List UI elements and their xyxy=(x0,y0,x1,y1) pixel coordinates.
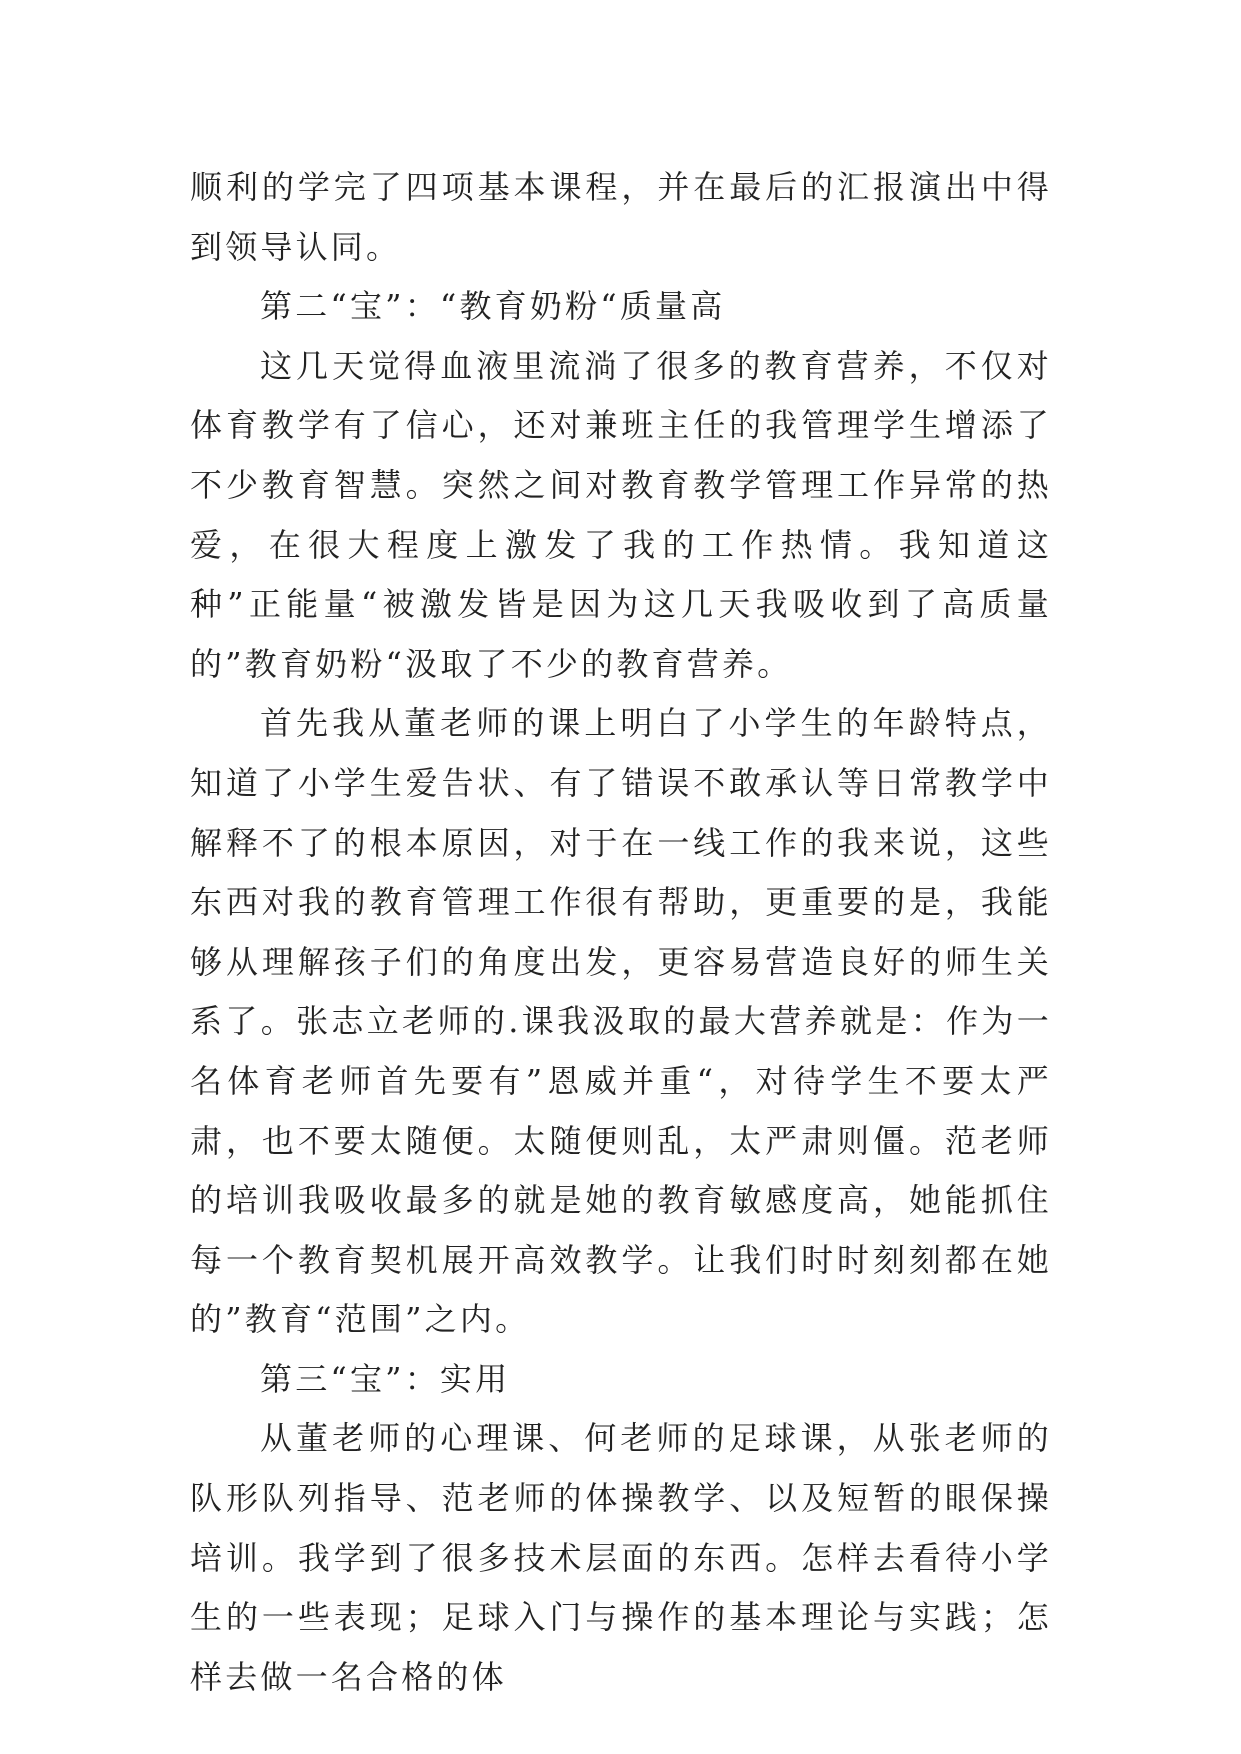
section-heading-third-treasure: 第三“宝”：实用 xyxy=(260,1359,511,1398)
paragraph-teachers-lessons: 首先我从董老师的课上明白了小学生的年龄特点，知道了小学生爱告状、有了错误不敢承认等日常教学中解释不了的根本原因，对于在一线工作的我来说，这些东西对我的教育管理工作很有帮助，更重要的是，我能够从理解孩子们的角度出发，更容易营造良好的师生关系了。张志立老师的.课我汲取的最大营养就是：作为一名体育老师首先要有”恩威并重“，对待学生不要太严肃，也不要太随便。太随便则乱，太严肃则僵。范老师的培训我吸收最多的就是她的教育敏感度高，她能抓住每一个教育契机展开高效教学。让我们时时刻刻都在她的”教育“范围”之内。 xyxy=(190,704,1052,1339)
section-heading-second-treasure: 第二“宝”：“教育奶粉“质量高 xyxy=(260,287,726,326)
paragraph-practical-skills: 从董老师的心理课、何老师的足球课，从张老师的队形队列指导、范老师的体操教学、以及短暂的眼保操培训。我学到了很多技术层面的东西。怎样去看待小学生的一些表现；足球入门与操作的基本理论与实践；怎样去做一名合格的体 xyxy=(190,1419,1052,1696)
document-body xyxy=(190,158,1052,1707)
paragraph-continuation: 顺利的学完了四项基本课程，并在最后的汇报演出中得到领导认同。 xyxy=(190,168,1052,266)
paragraph-education-nutrition: 这几天觉得血液里流淌了很多的教育营养，不仅对体育教学有了信心，还对兼班主任的我管理学生增添了不少教育智慧。突然之间对教育教学管理工作异常的热爱，在很大程度上激发了我的工作热情。我知道这种”正能量“被激发皆是因为这几天我吸收到了高质量的”教育奶粉“汲取了不少的教育营养。 xyxy=(190,346,1052,683)
